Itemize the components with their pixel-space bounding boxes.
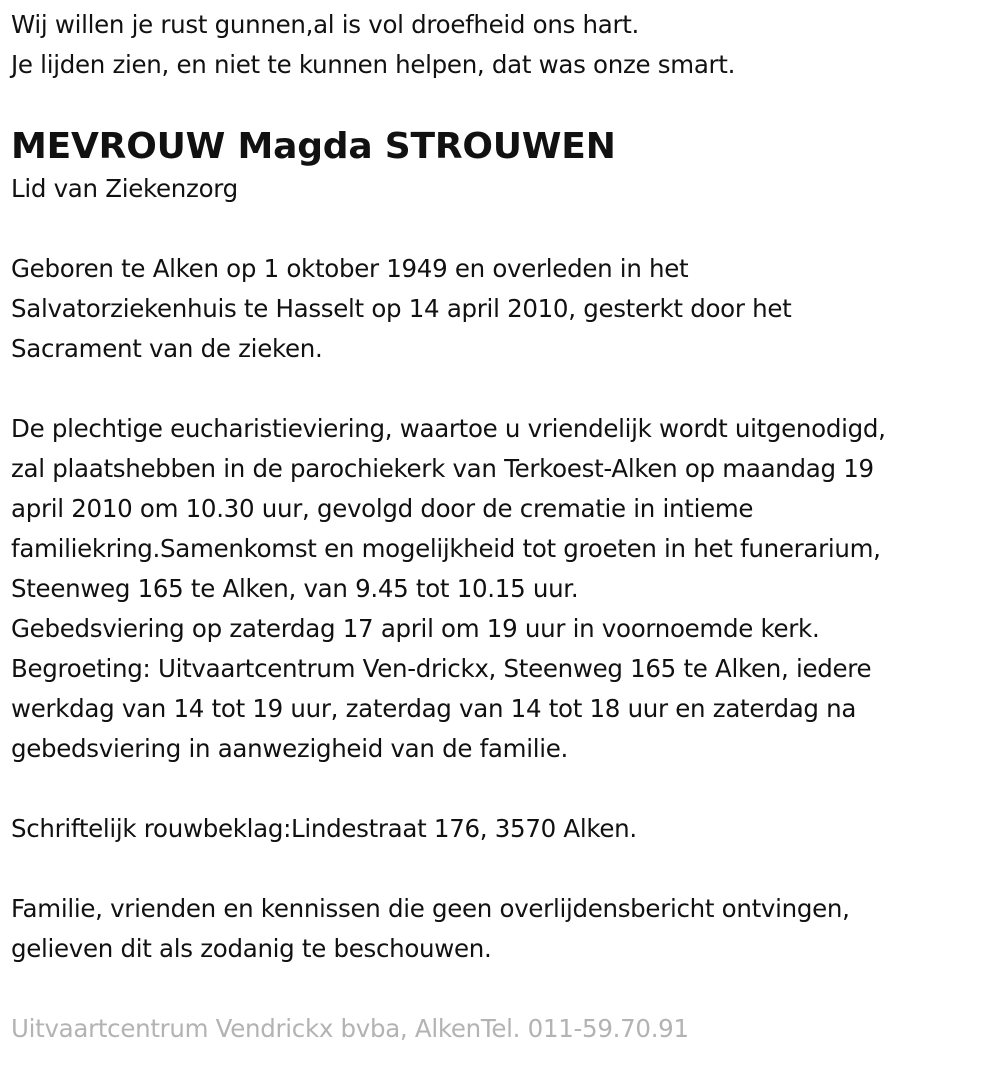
deceased-name: MEVROUW Magda STROUWEN (11, 126, 616, 167)
text-line: gebedsviering in aanwezigheid van de familie. (11, 734, 568, 763)
text-line: Begroeting: Uitvaartcentrum Ven-drickx, Steenweg 165 te Alken, iedere (11, 654, 872, 683)
text-line: Steenweg 165 te Alken, van 9.45 tot 10.15 uur. (11, 574, 579, 603)
text-line: zal plaatshebben in de parochiekerk van Terkoest-Alken op maandag 19 (11, 454, 874, 483)
spacer (11, 209, 996, 249)
spacer (11, 769, 996, 809)
spacer (11, 969, 996, 1009)
text-line: gelieven dit als zodanig te beschouwen. (11, 934, 492, 963)
poem-block (11, 5, 996, 85)
text-line: Geboren te Alken op 1 oktober 1949 en overleden in het (11, 254, 689, 283)
text-line: Salvatorziekenhuis te Hasselt op 14 april 2010, gesterkt door het (11, 294, 792, 323)
text-line: familiekring.Samenkomst en mogelijkheid tot groeten in het funerarium, (11, 534, 881, 563)
spacer (11, 369, 996, 409)
text-line: Gebedsviering op zaterdag 17 april om 19 uur in voornoemde kerk. (11, 614, 820, 643)
deceased-membership: Lid van Ziekenzorg (11, 174, 238, 203)
notice-paragraph (11, 889, 996, 969)
text-line: De plechtige eucharistieviering, waartoe u vriendelijk wordt uitgenodigd, (11, 414, 886, 443)
condolences-address: Schriftelijk rouwbeklag:Lindestraat 176, 3570 Alken. (11, 814, 637, 843)
poem-line: Wij willen je rust gunnen,al is vol droefheid ons hart. (11, 10, 640, 39)
ceremony-paragraph (11, 409, 996, 769)
text-line: Sacrament van de zieken. (11, 334, 323, 363)
text-line: april 2010 om 10.30 uur, gevolgd door de crematie in intieme (11, 494, 754, 523)
spacer (11, 849, 996, 889)
obituary-notice (11, 0, 996, 1049)
birth-death-paragraph (11, 249, 996, 369)
funeral-home-footer: Uitvaartcentrum Vendrickx bvba, AlkenTel. 011-59.70.91 (11, 1014, 689, 1043)
poem-line: Je lijden zien, en niet te kunnen helpen, dat was onze smart. (11, 50, 736, 79)
text-line: Familie, vrienden en kennissen die geen overlijdensbericht ontvingen, (11, 894, 850, 923)
text-line: werkdag van 14 tot 19 uur, zaterdag van 14 tot 18 uur en zaterdag na (11, 694, 857, 723)
